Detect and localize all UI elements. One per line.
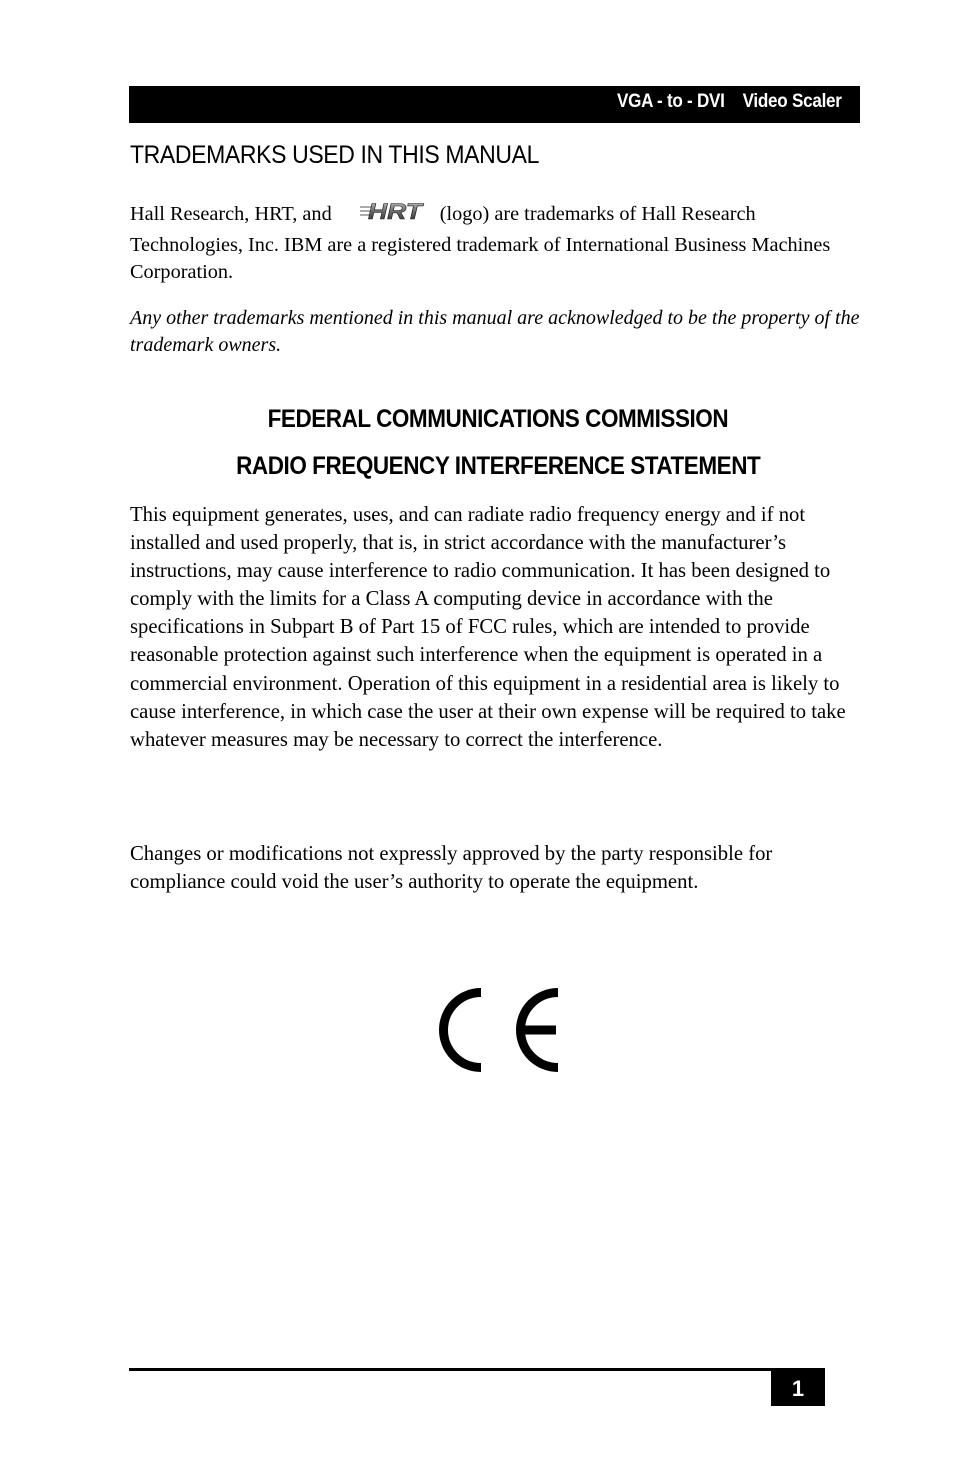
fcc-heading-line2: RADIO FREQUENCY INTERFERENCE STATEMENT <box>235 452 761 480</box>
header-bar <box>129 86 860 123</box>
fcc-statement-paragraph: This equipment generates, uses, and can radiate radio frequency energy and if not installed and used properly, that is, in strict accordance with the manufacturer’s instructions, may cause interference to radio communication. It has been designed to comply with the limits for a Class A computing device in accordance with the specifications in Subpart B of Part 15 of FCC rules, which are intended to provide reasonable protection against such interference when the equipment is operated in a commercial environment. Operation of this equipment in a residential area is likely to cause interference, in which case the user at their own expense will be required to take whatever measures may be necessary to correct the interference. <box>130 504 846 751</box>
hrt-logo-icon <box>360 198 426 232</box>
trademarks-paragraph <box>130 198 870 287</box>
header-title: VGA - to - DVI Video Scaler <box>617 91 842 112</box>
trademarks-text-after-logo: (logo) are trademarks of Hall Research Technologies, Inc. IBM are a registered trademark of International Business Machines Corporation. <box>130 203 831 284</box>
ce-mark-icon <box>432 984 562 1081</box>
svg-text:HRT: HRT <box>367 199 424 224</box>
fcc-heading-line1: FEDERAL COMMUNICATIONS COMMISSION <box>267 405 729 433</box>
trademarks-note: Any other trademarks mentioned in this manual are acknowledged to be the property of the trademark owners. <box>130 307 860 357</box>
trademarks-text-before-logo: Hall Research, HRT, and <box>130 203 332 225</box>
trademarks-heading: TRADEMARKS USED IN THIS MANUAL <box>130 141 539 169</box>
fcc-changes-paragraph: Changes or modifications not expressly approved by the party responsible for compliance could void the user’s authority to operate the equipment. <box>130 843 773 894</box>
footer-rule <box>129 1368 825 1371</box>
page-number: 1 <box>771 1371 825 1406</box>
